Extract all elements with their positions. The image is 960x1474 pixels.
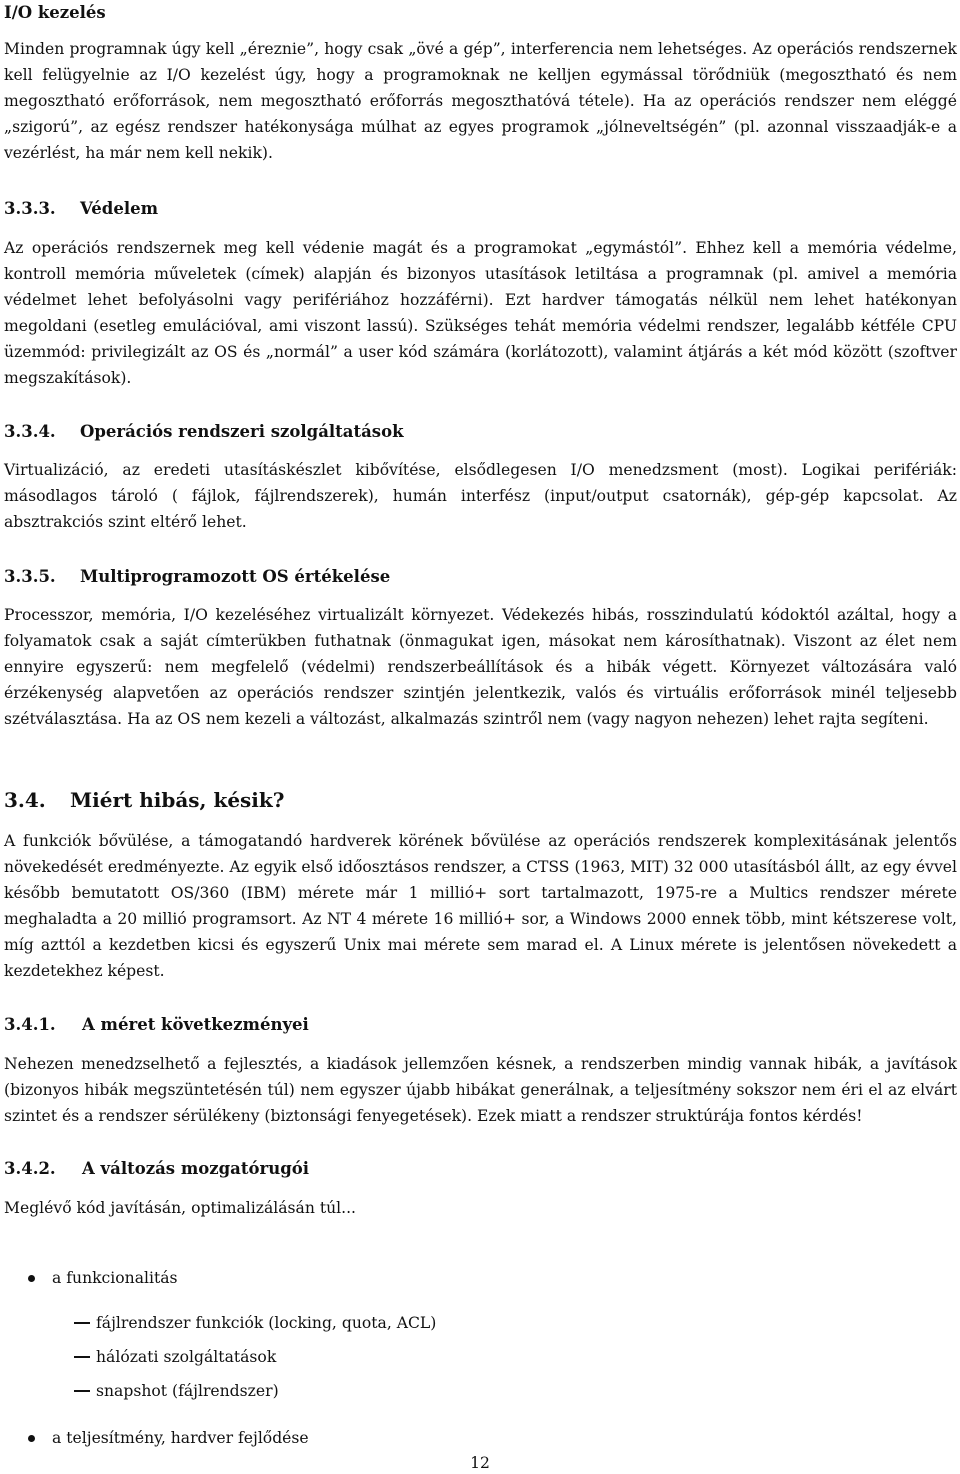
heading-3-3-5 [4,564,390,590]
paragraph-3-4-2: Meglévő kód javításán, optimalizálásán túl... [4,1199,357,1217]
section-title-io: I/O kezelés [4,3,106,22]
page-number: 12 [470,1454,490,1472]
section-number: 3.3.4. [4,422,56,441]
section-title: A változás mozgatórugói [82,1159,310,1178]
paragraph-3-4-1: Nehezen menedzselhető a fejlesztés, a kiadások jellemzően késnek, a rendszerben mindig vannak hibák, a javítások (bizonyos hibák megszüntetésén túl) nem egyszer újabb hibákat generálnak, a teljesítmény sokszor nem éri el az elvárt szintet és a rendszer sérülékeny (biztonsági fenyegetések). Ezek miatt a rendszer struktúrája fontos kérdés! [4,1055,957,1125]
section-number: 3.4. [4,788,46,812]
section-title: Védelem [80,199,159,218]
sub-list-item-label: fájlrendszer funkciók (locking, quota, ACL) [96,1314,437,1332]
section-number: 3.4.2. [4,1159,56,1178]
heading-3-3-3 [4,196,158,222]
section-title: Multiprogramozott OS értékelése [80,567,391,586]
dash-icon [74,1322,90,1324]
bullet-dot-icon [28,1275,35,1282]
paragraph-3-4: A funkciók bővülése, a támogatandó hardverek körének bővülése az operációs rendszerek komplexitásának jelentős növekedését eredményezte. Az egyik első időosztásos rendszer, a CTSS (1963, MIT) 32 000 utasításból állt, az egy évvel később bemutatott OS/360 (IBM) mérete már 1 millió+ sort tartalmazott, 1975-re a Multics rendszer mérete meghaladta a 20 millió programsort. Az NT 4 mérete 16 millió+ sor, a Windows 2000 ennek több, mint kétszerese volt, míg azttól a kezdetben kicsi és egyszerű Unix mai mérete sem marad el. A Linux mérete is jelentősen növekedett a kezdetekhez képest. [4,832,957,980]
section-number: 3.3.3. [4,199,56,218]
heading-3-4-2 [4,1156,309,1182]
dash-icon [74,1356,90,1358]
heading-3-4-1 [4,1012,309,1038]
section-title: Miért hibás, késik? [70,788,285,812]
list-item-label: a funkcionalitás [52,1269,178,1287]
section-number: 3.4.1. [4,1015,56,1034]
sub-list-item-label: hálózati szolgáltatások [96,1348,277,1366]
heading-3-3-4 [4,419,404,445]
heading-3-4 [4,785,284,815]
section-number: 3.3.5. [4,567,56,586]
section-title: Operációs rendszeri szolgáltatások [80,422,404,441]
bullet-dot-icon [28,1435,35,1442]
section-title: A méret következményei [82,1015,309,1034]
paragraph-io: Minden programnak úgy kell „éreznie”, hogy csak „övé a gép”, interferencia nem lehetséges. Az operációs rendszernek kell felügyelnie az I/O kezelést úgy, hogy a programoknak ne kelljen egymással törődniük (megosztható és nem megosztható erőforrások, nem megosztható erőforrás megoszthatóvá tétele). Ha az operációs rendszer nem eléggé „szigorú”, az egész rendszer hatékonysága múlhat az egyes programok „jólneveltségén” (pl. azonnal visszaadják-e a vezérlést, ha már nem kell nekik). [4,40,957,162]
list-item-label: a teljesítmény, hardver fejlődése [52,1429,309,1447]
paragraph-3-3-5: Processzor, memória, I/O kezeléséhez virtualizált környezet. Védekezés hibás, rosszindulatú kódoktól azáltal, hogy a folyamatok csak a saját címterükben futhatnak (önmagukat igen, másokat nem károsíthatnak). Viszont az élet nem ennyire egyszerű: nem megfelelő (védelmi) rendszerbeállítások és a hibák végett. Környezet változására való érzékenység alapvetően az operációs rendszer szintjén jelentkezik, valós és virtuális erőforrások minél teljesebb szétválasztása. Ha az OS nem kezeli a változást, alkalmazás szintről nem (vagy nagyon nehezen) lehet rajta segíteni. [4,606,957,728]
sub-list-item-label: snapshot (fájlrendszer) [96,1382,279,1400]
paragraph-3-3-4: Virtualizáció, az eredeti utasításkészlet kibővítése, elsődlegesen I/O menedzsment (most). Logikai perifériák: másodlagos tároló ( fájlok, fájlrendszerek), humán interfész (input/output csatornák), gép-gép kapcsolat. Az absztrakciós szint eltérő lehet. [4,461,957,531]
dash-icon [74,1390,90,1392]
paragraph-3-3-3: Az operációs rendszernek meg kell védenie magát és a programokat „egymástól”. Ehhez kell a memória védelme, kontroll memória műveletek (címek) alapján és bizonyos utasítások letiltása a programnak (pl. amivel a memória védelmet lehet befolyásolni vagy perifériához hozzáférni). Ezt hardver támogatás nélkül nem lehet hatékonyan megoldani (esetleg emulációval, ami viszont lassú). Szükséges tehát memória védelmi rendszer, legalább kétféle CPU üzemmód: privilegizált az OS és „normál” a user kód számára (korlátozott), valamint átjárás a két mód között (szoftver megszakítások). [4,239,957,387]
